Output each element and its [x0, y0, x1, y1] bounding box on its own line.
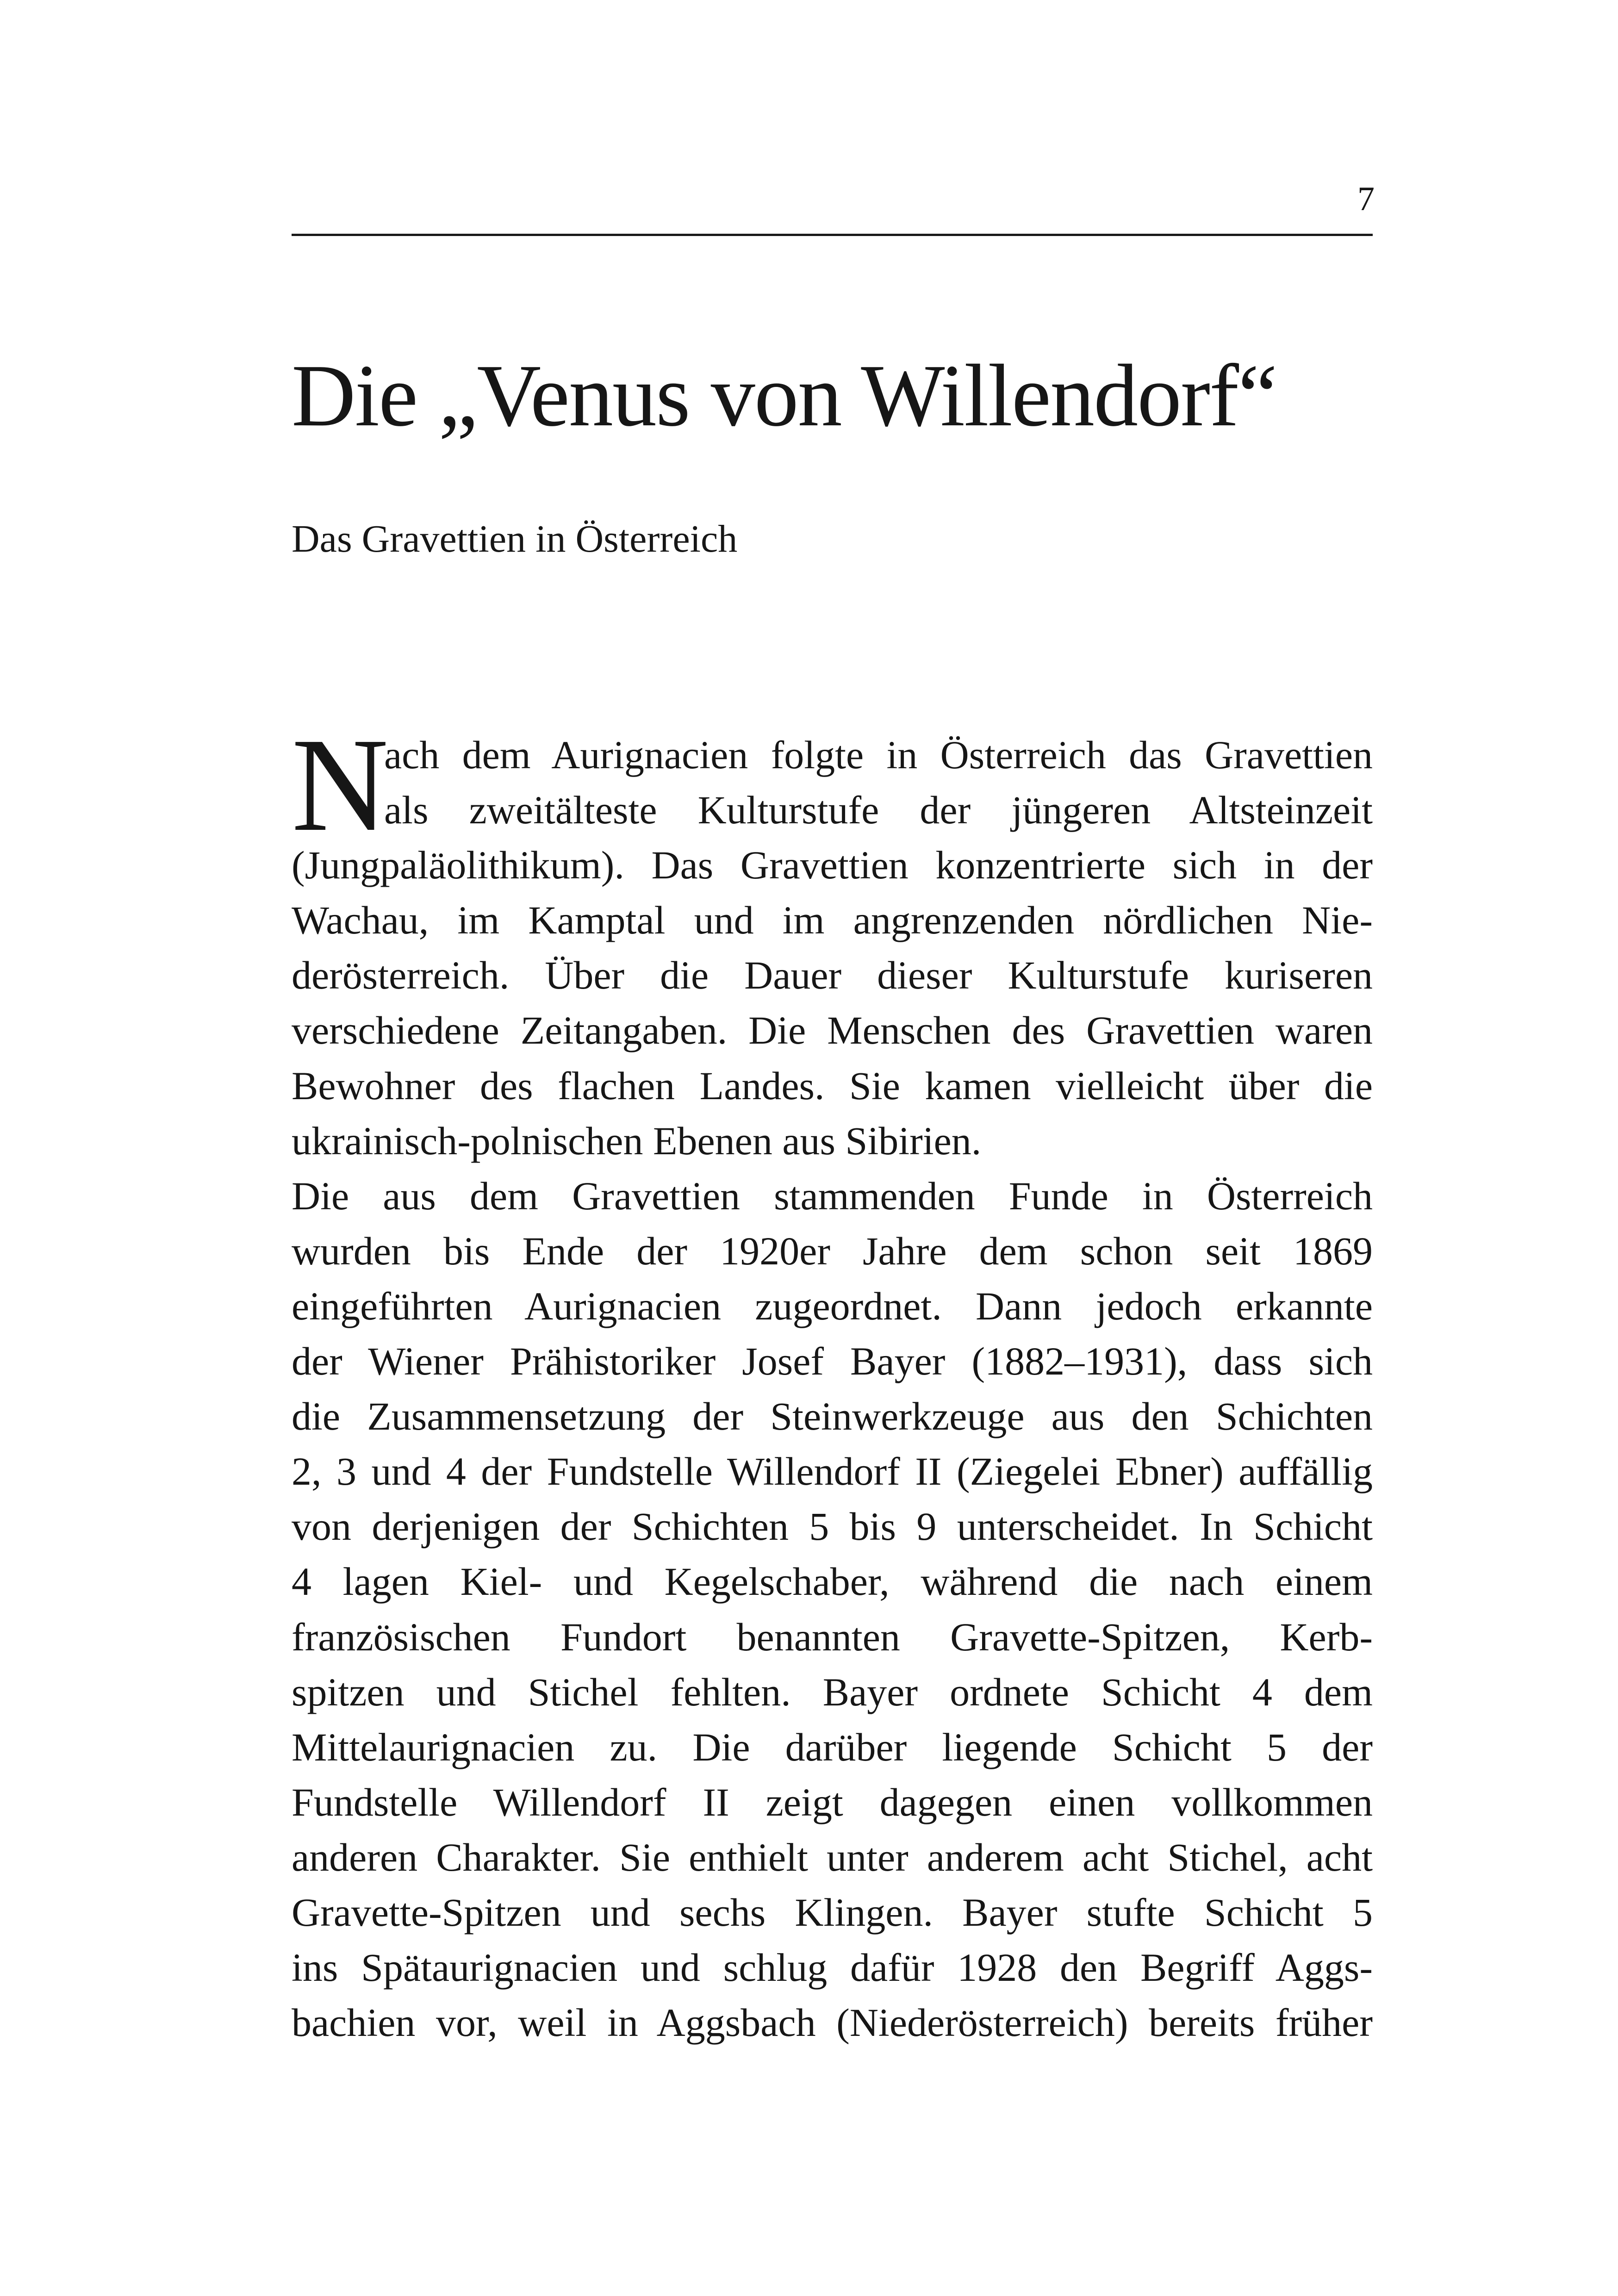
- text-line: 4 lagen Kiel- und Kegelschaber, während die nach einem: [292, 1559, 1373, 1604]
- text-line: bachien vor, weil in Aggsbach (Niederösterreich) bereits früher: [292, 2000, 1373, 2045]
- chapter-title: Die „Venus von Willendorf“: [292, 346, 1277, 445]
- chapter-subtitle: Das Gravettien in Österreich: [292, 517, 738, 560]
- drop-cap: N: [292, 710, 389, 859]
- text-line: eingeführten Aurignacien zugeordnet. Dann jedoch erkannte: [292, 1283, 1373, 1328]
- text-line: von derjenigen der Schichten 5 bis 9 unterscheidet. In Schicht: [292, 1504, 1373, 1549]
- text-line: ukrainisch-polnischen Ebenen aus Sibirien.: [292, 1118, 982, 1163]
- text-line: Die aus dem Gravettien stammenden Funde in Österreich: [292, 1173, 1373, 1218]
- body-text: [292, 710, 1373, 2050]
- text-line: die Zusammensetzung der Steinwerkzeuge aus den Schichten: [292, 1394, 1373, 1439]
- text-line: Mittelaurignacien zu. Die darüber liegende Schicht 5 der: [292, 1724, 1373, 1769]
- text-line: derösterreich. Über die Dauer dieser Kulturstufe kuriseren: [292, 953, 1373, 998]
- text-line: Fundstelle Willendorf II zeigt dagegen einen vollkommen: [292, 1780, 1373, 1824]
- text-line: Gravette-Spitzen und sechs Klingen. Bayer stufte Schicht 5: [292, 1890, 1373, 1935]
- text-line: verschiedene Zeitangaben. Die Menschen des Gravettien waren: [292, 1008, 1373, 1053]
- text-line: als zweitälteste Kulturstufe der jüngeren Altsteinzeit: [384, 788, 1373, 833]
- text-line: spitzen und Stichel fehlten. Bayer ordnete Schicht 4 dem: [292, 1669, 1373, 1714]
- text-line: 2, 3 und 4 der Fundstelle Willendorf II (Ziegelei Ebner) auffällig: [292, 1449, 1373, 1494]
- text-line: der Wiener Prähistoriker Josef Bayer (1882–1931), dass sich: [292, 1339, 1373, 1384]
- text-line: Wachau, im Kamptal und im angrenzenden nördlichen Nie-: [292, 898, 1373, 943]
- header-rule: [292, 234, 1373, 236]
- text-line: anderen Charakter. Sie enthielt unter anderem acht Stichel, acht: [292, 1835, 1373, 1879]
- text-line: französischen Fundort benannten Gravette-Spitzen, Kerb-: [292, 1614, 1373, 1659]
- text-line: (Jungpaläolithikum). Das Gravettien konzentrierte sich in der: [292, 843, 1373, 888]
- text-line: Bewohner des flachen Landes. Sie kamen vielleicht über die: [292, 1063, 1373, 1108]
- text-line: ach dem Aurignacien folgte in Österreich das Gravettien: [384, 733, 1373, 777]
- text-line: wurden bis Ende der 1920er Jahre dem schon seit 1869: [292, 1228, 1373, 1273]
- page-number: 7: [1357, 180, 1375, 218]
- text-line: ins Spätaurignacien und schlug dafür 1928 den Begriff Aggs-: [292, 1945, 1373, 1990]
